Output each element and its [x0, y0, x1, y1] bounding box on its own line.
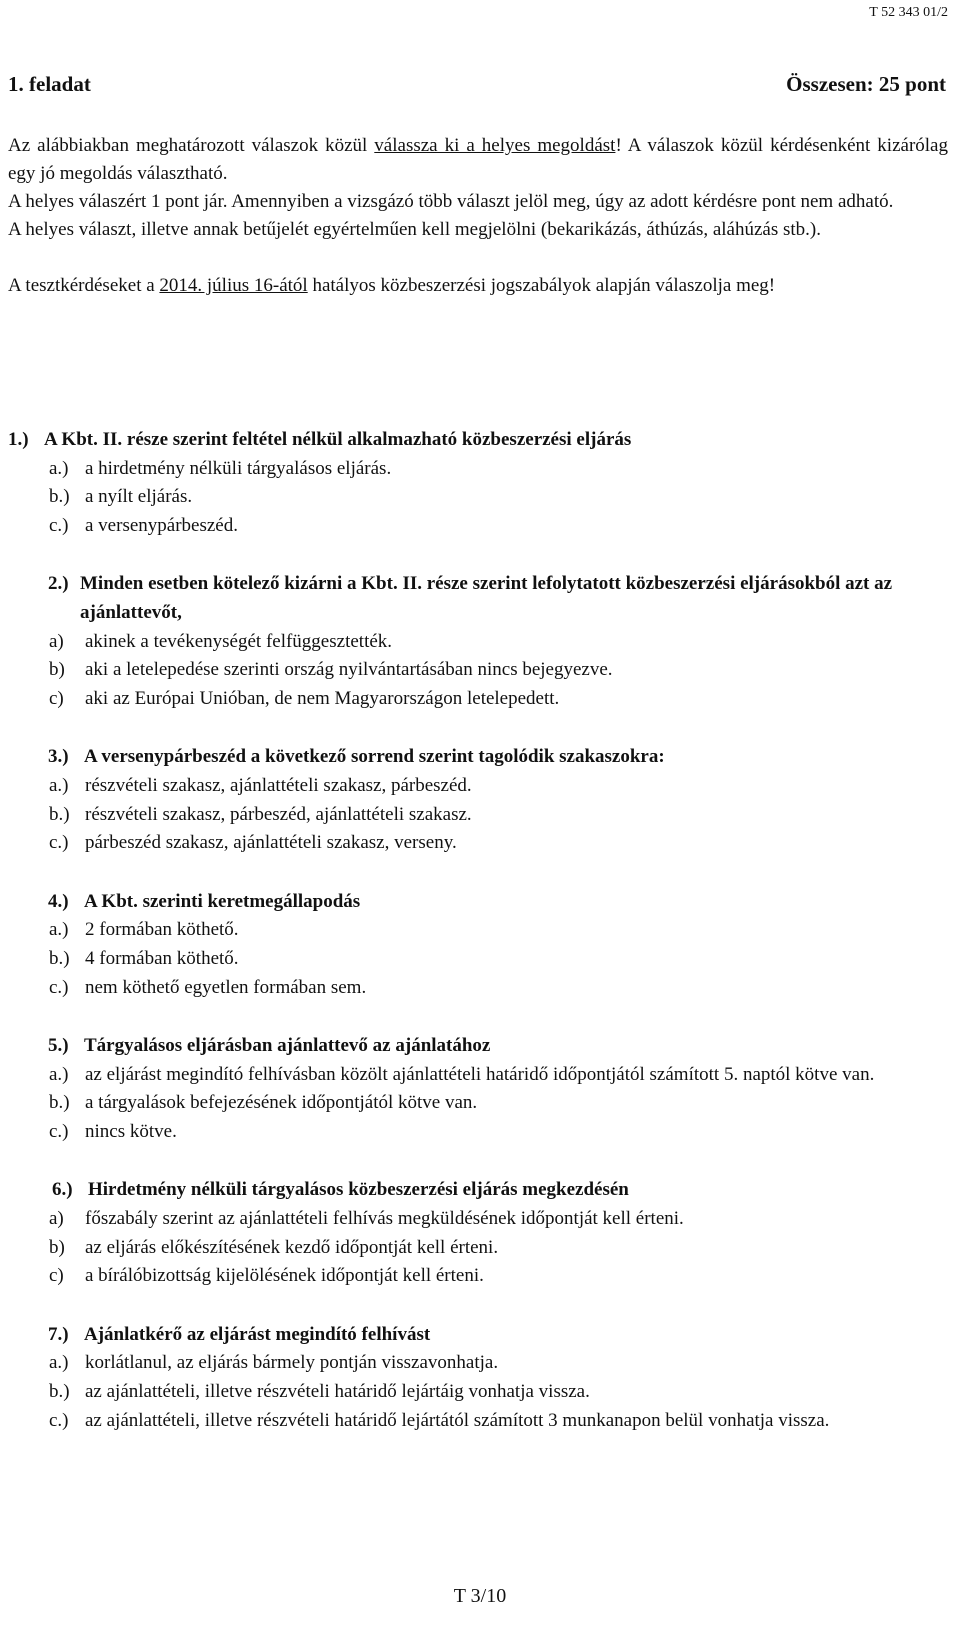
- question-title: 4.) A Kbt. szerinti keretmegállapodás: [48, 890, 361, 912]
- answer-option[interactable]: c) aki az Európai Unióban, de nem Magyarországon letelepedett.: [49, 687, 560, 709]
- page-number: T 3/10: [453, 1585, 507, 1607]
- answer-option[interactable]: a.) 2 formában köthető.: [49, 919, 239, 941]
- question-5: [8, 1032, 948, 1146]
- underlined-text: válassza ki a helyes megoldást: [374, 135, 616, 156]
- answer-option[interactable]: c.) nincs kötve.: [49, 1120, 177, 1142]
- answer-option[interactable]: b.) részvételi szakasz, párbeszéd, ajánlattételi szakasz.: [49, 803, 472, 825]
- question-title: 3.) A versenypárbeszéd a következő sorrend szerint tagolódik szakaszokra:: [48, 746, 665, 768]
- answer-option[interactable]: c.) párbeszéd szakasz, ajánlattételi szakasz, verseny.: [49, 832, 457, 854]
- question-6: [8, 1176, 948, 1290]
- question-title: 6.) Hirdetmény nélküli tárgyalásos közbeszerzési eljárás megkezdésén: [52, 1179, 629, 1201]
- answer-option[interactable]: c) a bírálóbizottság kijelölésének időpontját kell érteni.: [49, 1265, 484, 1287]
- question-7: [8, 1321, 948, 1435]
- answer-option[interactable]: b.) a tárgyalások befejezésének időpontjától kötve van.: [49, 1092, 478, 1114]
- task-header: [8, 72, 946, 102]
- instruction-paragraph: A tesztkérdéseket a 2014. július 16-ától hatályos közbeszerzési jogszabályok alapján válaszolja meg!: [8, 275, 776, 296]
- underlined-date: 2014. július 16-ától: [159, 275, 308, 296]
- answer-option[interactable]: b.) az ajánlattételi, illetve részvételi határidő lejártáig vonhatja vissza.: [49, 1381, 590, 1403]
- answer-option[interactable]: a.) korlátlanul, az eljárás bármely pontján visszavonhatja.: [49, 1352, 499, 1374]
- instructions: [8, 132, 948, 300]
- task-total-points: Összesen: 25 pont: [786, 72, 946, 96]
- question-title: 7.) Ajánlatkérő az eljárást megindító felhívást: [48, 1323, 431, 1345]
- question-title: 2.) Minden esetben kötelező kizárni a Kbt. II. része szerint lefolytatott közbeszerzési eljárásokból azt az ajánlattevőt,: [48, 573, 893, 623]
- question-list: [8, 426, 948, 1465]
- document-code: T 52 343 01/2: [869, 5, 948, 20]
- question-1: [8, 426, 948, 540]
- answer-option[interactable]: b.) 4 formában köthető.: [49, 947, 239, 969]
- answer-option[interactable]: c.) nem köthető egyetlen formában sem.: [49, 976, 367, 998]
- answer-option[interactable]: a.) részvételi szakasz, ajánlattételi szakasz, párbeszéd.: [49, 774, 472, 796]
- answer-option[interactable]: c.) az ajánlattételi, illetve részvételi határidő lejártától számított 3 munkanapon belül vonhatja vissza.: [49, 1409, 830, 1431]
- question-2: [8, 570, 948, 713]
- answer-option[interactable]: b.) a nyílt eljárás.: [49, 486, 193, 508]
- question-3: [8, 743, 948, 857]
- instruction-paragraph: Az alábbiakban meghatározott válaszok közül válassza ki a helyes megoldást! A válaszok közül kérdésenként kizárólag egy jó megoldás választható.: [8, 135, 948, 184]
- answer-option[interactable]: a.) az eljárást megindító felhívásban közölt ajánlattételi határidő időpontjától számított 5. naptól kötve van.: [49, 1063, 875, 1085]
- answer-option[interactable]: a.) a hirdetmény nélküli tárgyalásos eljárás.: [49, 457, 392, 479]
- instruction-paragraph: A helyes válaszért 1 pont jár. Amennyiben a vizsgázó több választ jelöl meg, úgy az adott kérdésre pont nem adható.: [8, 191, 894, 212]
- question-title: 5.) Tárgyalásos eljárásban ajánlattevő az ajánlatához: [48, 1035, 491, 1057]
- question-4: [8, 888, 948, 1002]
- answer-option[interactable]: b) az eljárás előkészítésének kezdő időpontját kell érteni.: [49, 1236, 499, 1258]
- answer-option[interactable]: a) főszabály szerint az ajánlattételi felhívás megküldésének időpontját kell érteni.: [49, 1208, 684, 1230]
- answer-option[interactable]: a) akinek a tevékenységét felfüggesztették.: [49, 630, 393, 652]
- answer-option[interactable]: b) aki a letelepedése szerinti ország nyilvántartásában nincs bejegyezve.: [49, 659, 613, 681]
- answer-option[interactable]: c.) a versenypárbeszéd.: [49, 514, 238, 536]
- question-title: 1.) A Kbt. II. része szerint feltétel nélkül alkalmazható közbeszerzési eljárás: [8, 429, 632, 450]
- task-title: 1. feladat: [8, 72, 91, 96]
- instruction-paragraph: A helyes választ, illetve annak betűjelét egyértelműen kell megjelölni (bekarikázás, áthúzás, aláhúzás stb.).: [8, 219, 821, 240]
